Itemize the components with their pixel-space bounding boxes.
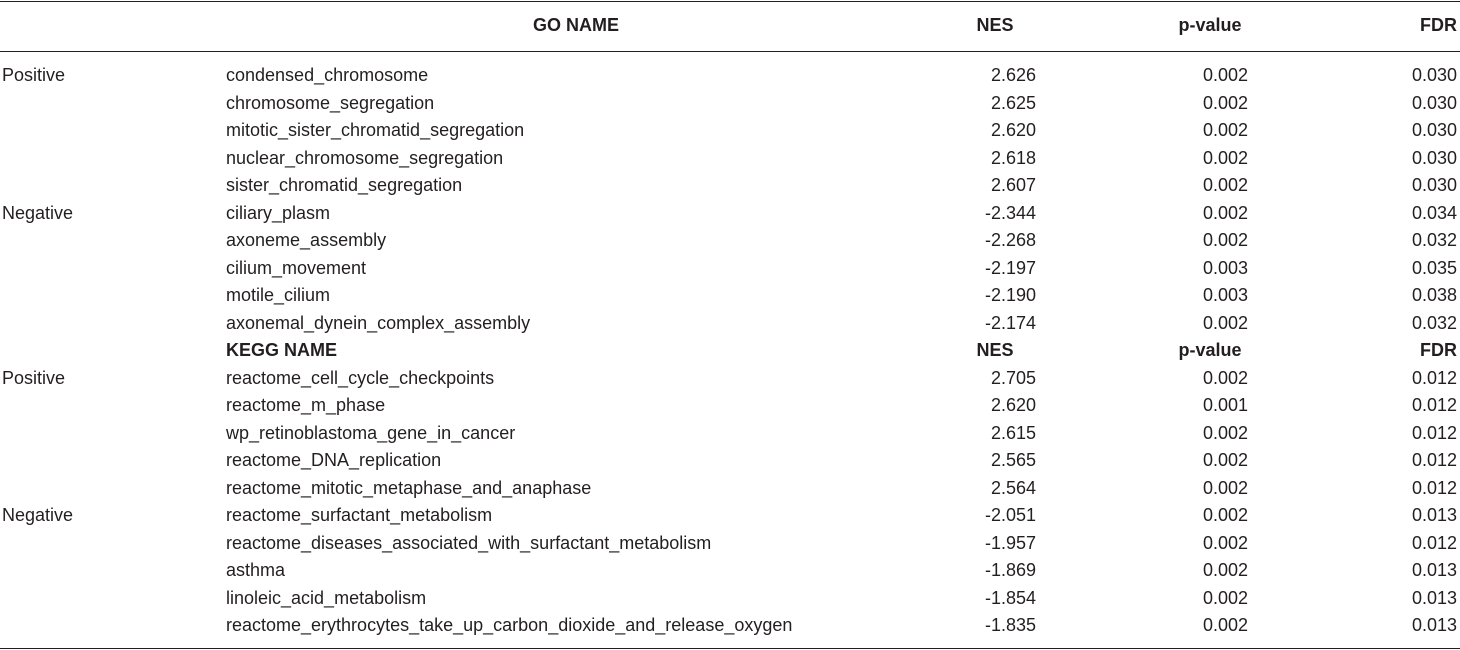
group-label (2, 557, 222, 584)
kegg-pvalue-header: p-value (1178, 340, 1242, 360)
fdr-value: 0.034 (1411, 203, 1457, 223)
table-row (0, 172, 1460, 199)
nes-value: -2.344 (984, 203, 1036, 223)
group-label (2, 117, 222, 144)
term-name: ciliary_plasm (226, 203, 331, 223)
fdr-value: 0.030 (1411, 120, 1457, 140)
kegg-fdr-header: FDR (1420, 340, 1457, 360)
term-name: reactome_mitotic_metaphase_and_anaphase (226, 478, 592, 498)
go-pvalue-header: p-value (1178, 15, 1242, 35)
go-fdr-header: FDR (1420, 15, 1457, 35)
fdr-value: 0.012 (1411, 368, 1457, 388)
term-name: cilium_movement (226, 258, 367, 278)
term-name: linoleic_acid_metabolism (226, 588, 427, 608)
fdr-value: 0.030 (1411, 65, 1457, 85)
go-header-row (0, 12, 1460, 39)
nes-value: 2.607 (990, 175, 1036, 195)
kegg-name-header: KEGG NAME (226, 340, 338, 360)
go-name-header: GO NAME (532, 15, 619, 35)
group-label (2, 310, 222, 337)
term-name: reactome_DNA_replication (226, 450, 442, 470)
fdr-value: 0.012 (1411, 450, 1457, 470)
pvalue-value: 0.002 (1202, 505, 1248, 525)
pvalue-value: 0.002 (1202, 588, 1248, 608)
table-row (0, 392, 1460, 419)
nes-value: 2.620 (990, 395, 1036, 415)
nes-value: -1.854 (984, 588, 1036, 608)
table-top-rule (0, 1, 1460, 2)
table-row (0, 447, 1460, 474)
table-row (0, 200, 1460, 227)
nes-value: -1.869 (984, 560, 1036, 580)
group-label (2, 530, 222, 557)
fdr-value: 0.012 (1411, 423, 1457, 443)
table-row (0, 365, 1460, 392)
group-label (2, 612, 222, 639)
term-name: condensed_chromosome (226, 65, 429, 85)
table-row (0, 612, 1460, 639)
fdr-value: 0.012 (1411, 478, 1457, 498)
group-label: Positive (2, 368, 66, 388)
table-row (0, 420, 1460, 447)
group-label (2, 585, 222, 612)
pvalue-value: 0.003 (1202, 285, 1248, 305)
table-row (0, 585, 1460, 612)
nes-value: -2.190 (984, 285, 1036, 305)
nes-value: -1.957 (984, 533, 1036, 553)
group-label (2, 420, 222, 447)
table-row (0, 310, 1460, 337)
pvalue-value: 0.002 (1202, 175, 1248, 195)
go-nes-header: NES (976, 15, 1014, 35)
pvalue-value: 0.002 (1202, 203, 1248, 223)
nes-value: 2.625 (990, 93, 1036, 113)
pvalue-value: 0.002 (1202, 533, 1248, 553)
group-label: Negative (2, 203, 74, 223)
nes-value: 2.615 (990, 423, 1036, 443)
group-label (2, 145, 222, 172)
table-row (0, 502, 1460, 529)
term-name: asthma (226, 560, 286, 580)
nes-value: 2.620 (990, 120, 1036, 140)
group-label (2, 475, 222, 502)
pvalue-value: 0.002 (1202, 65, 1248, 85)
term-name: motile_cilium (226, 285, 331, 305)
table-row (0, 530, 1460, 557)
pvalue-value: 0.002 (1202, 230, 1248, 250)
fdr-value: 0.012 (1411, 395, 1457, 415)
fdr-value: 0.035 (1411, 258, 1457, 278)
term-name: reactome_erythrocytes_take_up_carbon_dioxide_and_release_oxygen (226, 615, 793, 635)
nes-value: -2.051 (984, 505, 1036, 525)
group-label (2, 282, 222, 309)
term-name: nuclear_chromosome_segregation (226, 148, 504, 168)
fdr-value: 0.030 (1411, 148, 1457, 168)
kegg-header-row (0, 337, 1460, 364)
term-name: reactome_m_phase (226, 395, 386, 415)
table-row (0, 475, 1460, 502)
pvalue-value: 0.002 (1202, 120, 1248, 140)
fdr-value: 0.013 (1411, 505, 1457, 525)
pvalue-value: 0.002 (1202, 93, 1248, 113)
nes-value: 2.565 (990, 450, 1036, 470)
term-name: mitotic_sister_chromatid_segregation (226, 120, 525, 140)
nes-value: -2.268 (984, 230, 1036, 250)
nes-value: -1.835 (984, 615, 1036, 635)
group-label (2, 392, 222, 419)
table-bottom-rule (0, 648, 1460, 649)
pvalue-value: 0.001 (1202, 395, 1248, 415)
term-name: axonemal_dynein_complex_assembly (226, 313, 531, 333)
group-label (2, 172, 222, 199)
term-name: axoneme_assembly (226, 230, 387, 250)
nes-value: -2.197 (984, 258, 1036, 278)
term-name: reactome_diseases_associated_with_surfactant_metabolism (226, 533, 712, 553)
table-row (0, 282, 1460, 309)
group-label (2, 255, 222, 282)
term-name: reactome_surfactant_metabolism (226, 505, 493, 525)
pvalue-value: 0.002 (1202, 478, 1248, 498)
fdr-value: 0.032 (1411, 230, 1457, 250)
term-name: reactome_cell_cycle_checkpoints (226, 368, 495, 388)
pvalue-value: 0.002 (1202, 368, 1248, 388)
fdr-value: 0.038 (1411, 285, 1457, 305)
pvalue-value: 0.002 (1202, 560, 1248, 580)
term-name: wp_retinoblastoma_gene_in_cancer (226, 423, 516, 443)
table-row (0, 145, 1460, 172)
pvalue-value: 0.003 (1202, 258, 1248, 278)
pvalue-value: 0.002 (1202, 148, 1248, 168)
group-label (2, 227, 222, 254)
fdr-value: 0.032 (1411, 313, 1457, 333)
table-row (0, 90, 1460, 117)
fdr-value: 0.013 (1411, 615, 1457, 635)
group-label: Positive (2, 65, 66, 85)
table-row (0, 117, 1460, 144)
nes-value: 2.618 (990, 148, 1036, 168)
nes-value: 2.626 (990, 65, 1036, 85)
fdr-value: 0.030 (1411, 175, 1457, 195)
nes-value: 2.564 (990, 478, 1036, 498)
header-rule (0, 51, 1460, 52)
pvalue-value: 0.002 (1202, 423, 1248, 443)
table-row (0, 227, 1460, 254)
table-row (0, 255, 1460, 282)
group-label (2, 90, 222, 117)
table-row (0, 62, 1460, 89)
group-label: Negative (2, 505, 74, 525)
fdr-value: 0.013 (1411, 560, 1457, 580)
pvalue-value: 0.002 (1202, 450, 1248, 470)
kegg-nes-header: NES (976, 340, 1014, 360)
nes-value: 2.705 (990, 368, 1036, 388)
table-row (0, 557, 1460, 584)
pvalue-value: 0.002 (1202, 615, 1248, 635)
pvalue-value: 0.002 (1202, 313, 1248, 333)
term-name: chromosome_segregation (226, 93, 435, 113)
fdr-value: 0.012 (1411, 533, 1457, 553)
nes-value: -2.174 (984, 313, 1036, 333)
group-label (2, 447, 222, 474)
fdr-value: 0.030 (1411, 93, 1457, 113)
fdr-value: 0.013 (1411, 588, 1457, 608)
term-name: sister_chromatid_segregation (226, 175, 463, 195)
